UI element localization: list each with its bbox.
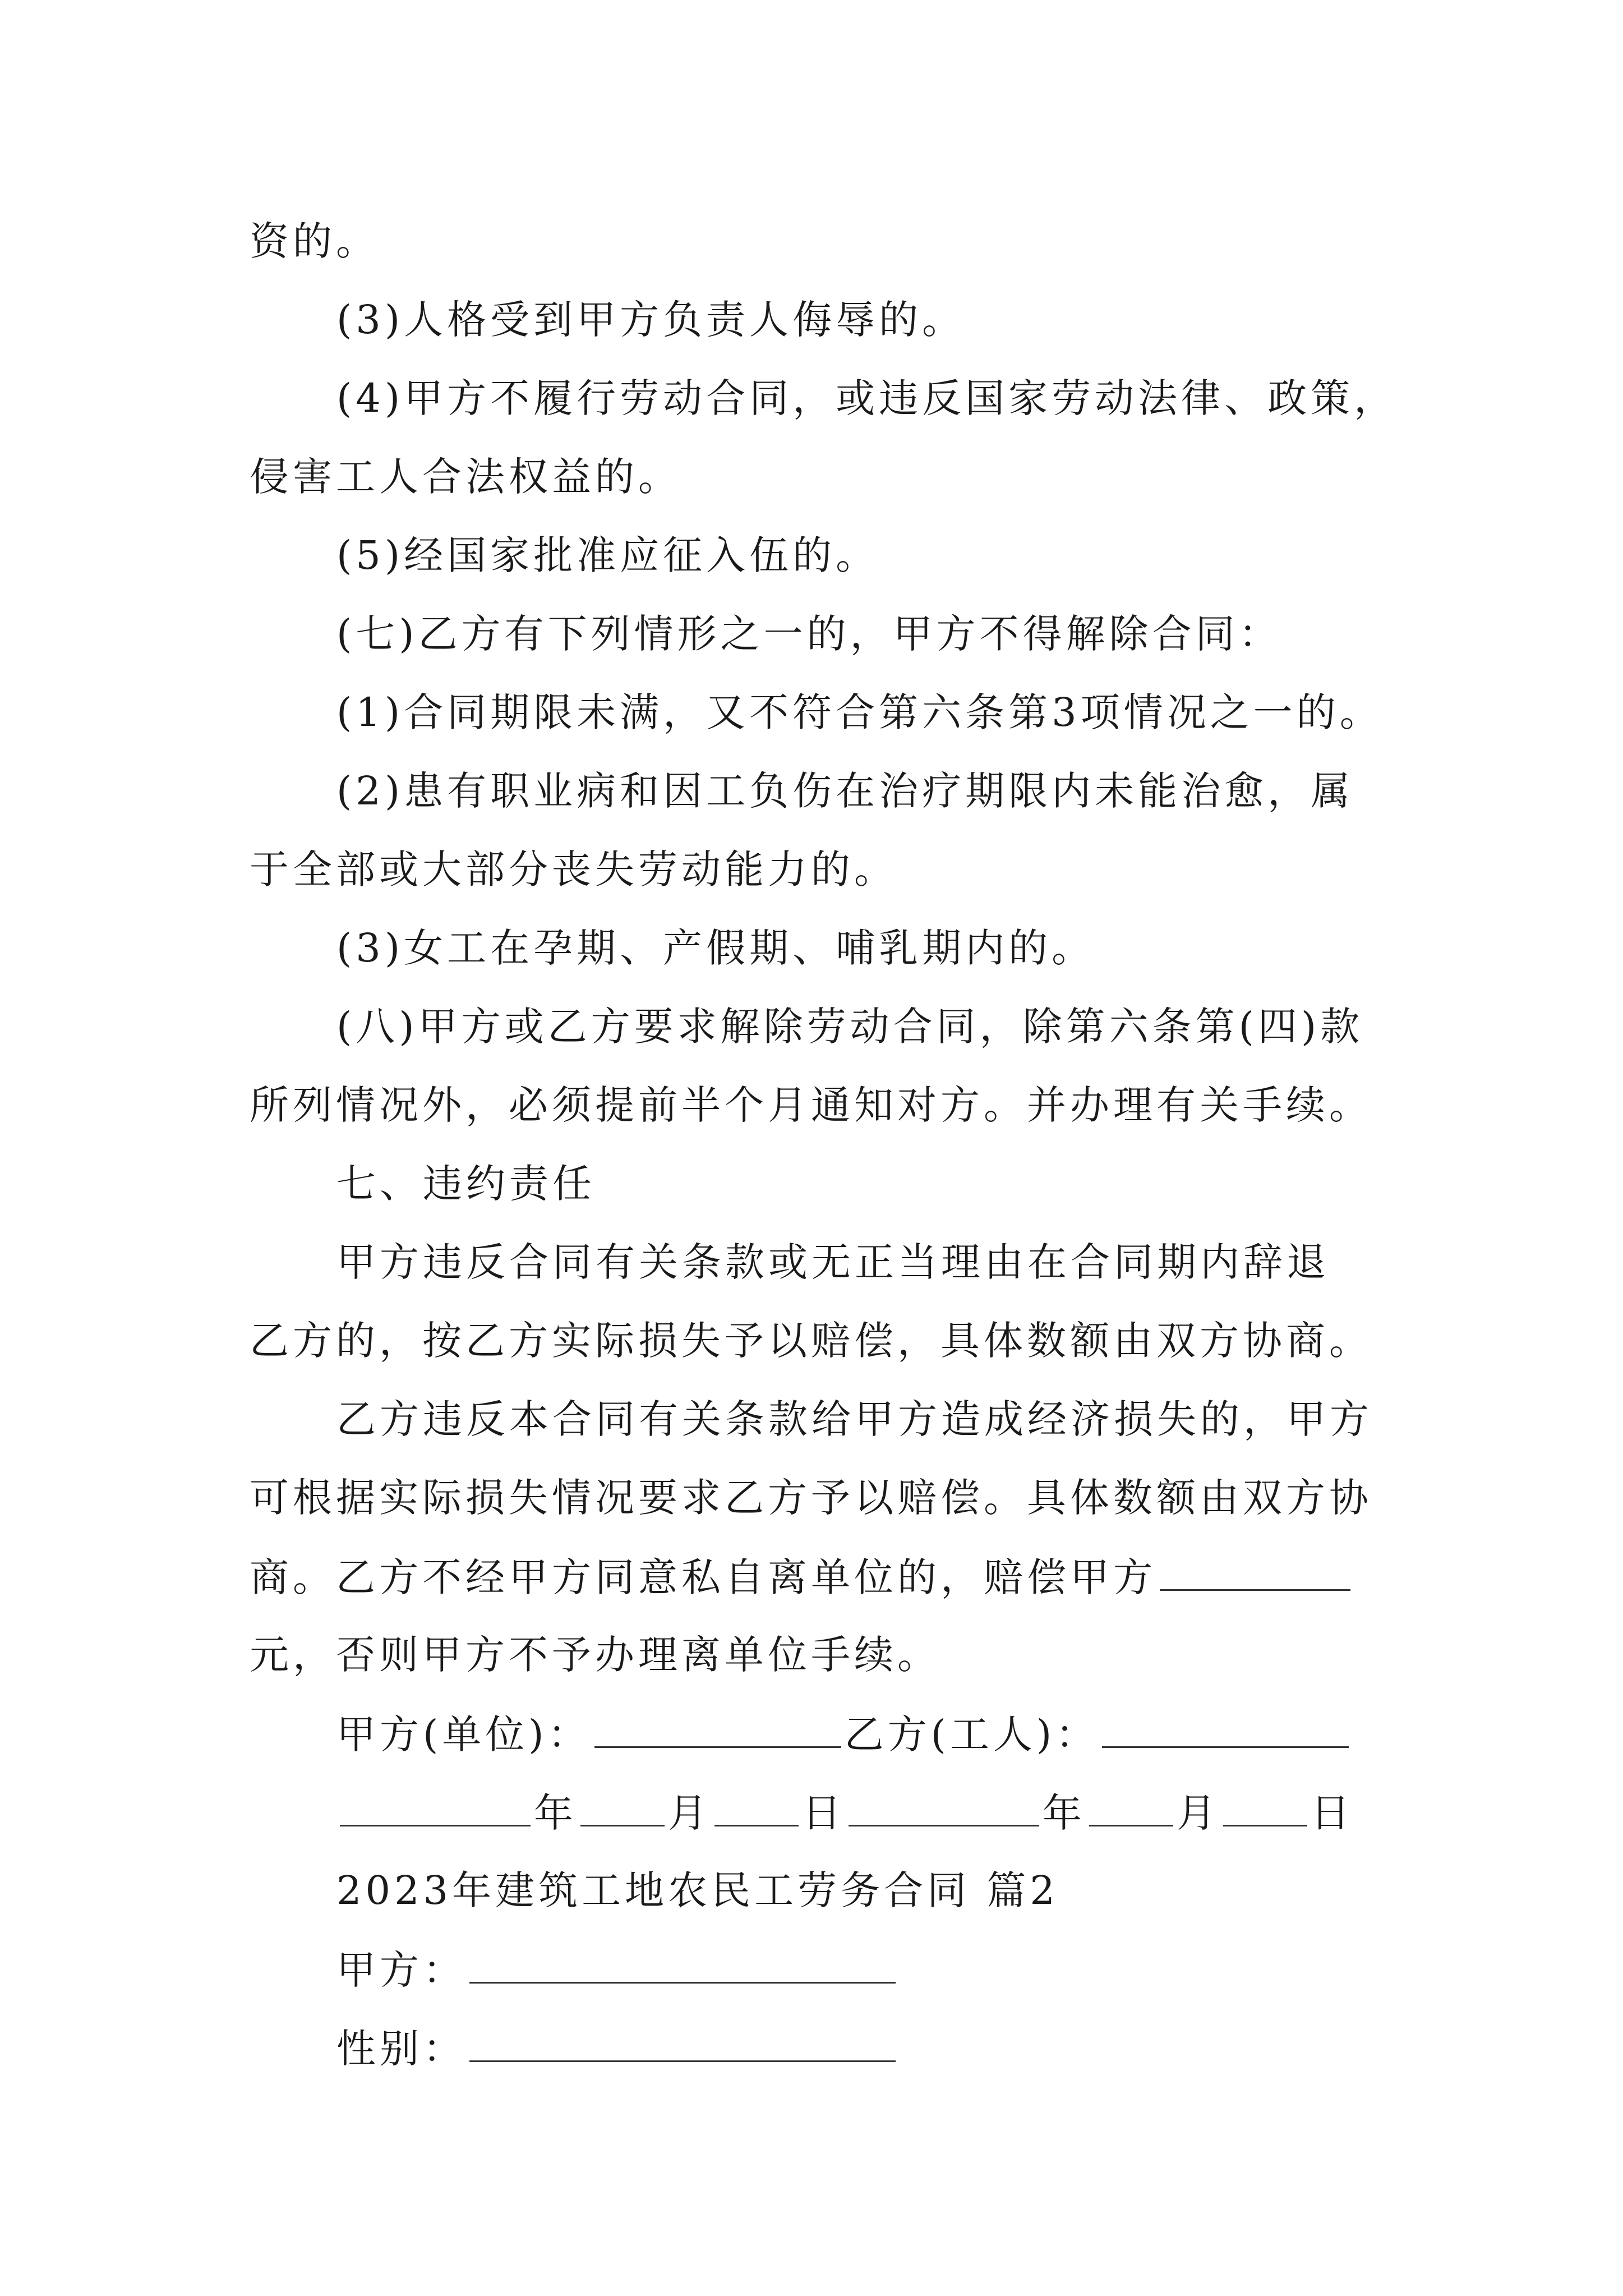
gender-label: 性别：	[336, 2026, 466, 2072]
party-b-month-blank[interactable]	[1089, 1792, 1173, 1826]
paragraph-line: (1)合同期限未满，又不符合第六条第3项情况之一的。	[336, 689, 1383, 735]
day-label: 日	[1311, 1790, 1354, 1836]
section-heading: 七、违约责任	[336, 1161, 596, 1207]
party-a-year-blank[interactable]	[340, 1792, 531, 1826]
gender-field-line	[336, 2026, 899, 2072]
paragraph-line: (八)甲方或乙方要求解除劳动合同，除第六条第(四)款	[336, 1004, 1364, 1050]
paragraph-line: 可根据实际损失情况要求乙方予以赔偿。具体数额由双方协	[250, 1475, 1372, 1521]
paragraph-line-with-blank	[250, 1554, 1354, 1600]
paragraph-line: 侵害工人合法权益的。	[250, 454, 681, 500]
paragraph-line: 乙方的，按乙方实际损失予以赔偿，具体数额由双方协商。	[250, 1318, 1372, 1364]
party-a-month-blank[interactable]	[580, 1792, 665, 1826]
party-b-day-blank[interactable]	[1223, 1792, 1307, 1826]
month-label: 月	[668, 1790, 711, 1836]
paragraph-text: 商。乙方不经甲方同意私自离单位的，赔偿甲方	[250, 1554, 1156, 1600]
contract-section-title: 2023年建筑工地农民工劳务合同 篇2	[336, 1867, 1059, 1913]
party-a-label: 甲方：	[336, 1947, 466, 1993]
party-a-unit-blank[interactable]	[594, 1714, 841, 1748]
party-b-year-blank[interactable]	[849, 1792, 1039, 1826]
paragraph-line: 所列情况外，必须提前半个月通知对方。并办理有关手续。	[250, 1082, 1372, 1128]
year-label: 年	[534, 1790, 577, 1836]
party-a-unit-label: 甲方(单位)：	[336, 1711, 591, 1757]
paragraph-line: (3)女工在孕期、产假期、哺乳期内的。	[336, 925, 1095, 971]
paragraph-line: (七)乙方有下列情形之一的，甲方不得解除合同：	[336, 611, 1282, 657]
paragraph-line: 甲方违反合同有关条款或无正当理由在合同期内辞退	[336, 1239, 1330, 1285]
amount-blank[interactable]	[1160, 1557, 1350, 1591]
party-a-field[interactable]	[469, 1949, 896, 1984]
signature-date-line	[336, 1790, 1354, 1836]
paragraph-line: (3)人格受到甲方负责人侮辱的。	[336, 297, 966, 343]
year-label: 年	[1043, 1790, 1086, 1836]
paragraph-line: 资的。	[250, 218, 379, 264]
party-a-day-blank[interactable]	[714, 1792, 799, 1826]
month-label: 月	[1177, 1790, 1220, 1836]
paragraph-line: 元，否则甲方不予办理离单位手续。	[250, 1632, 940, 1678]
paragraph-line: (4)甲方不履行劳动合同，或违反国家劳动法律、政策，	[336, 375, 1398, 421]
party-b-worker-blank[interactable]	[1102, 1714, 1349, 1748]
paragraph-line: (5)经国家批准应征入伍的。	[336, 532, 879, 578]
day-label: 日	[802, 1790, 845, 1836]
party-a-field-line	[336, 1947, 899, 1993]
paragraph-line: (2)患有职业病和因工负伤在治疗期限内未能治愈，属	[336, 768, 1354, 814]
paragraph-line: 乙方违反本合同有关条款给甲方造成经济损失的，甲方	[336, 1396, 1373, 1442]
party-b-worker-label: 乙方(工人)：	[844, 1711, 1099, 1757]
paragraph-line: 于全部或大部分丧失劳动能力的。	[250, 846, 897, 892]
gender-field[interactable]	[469, 2028, 896, 2062]
signature-parties-line	[336, 1711, 1352, 1757]
